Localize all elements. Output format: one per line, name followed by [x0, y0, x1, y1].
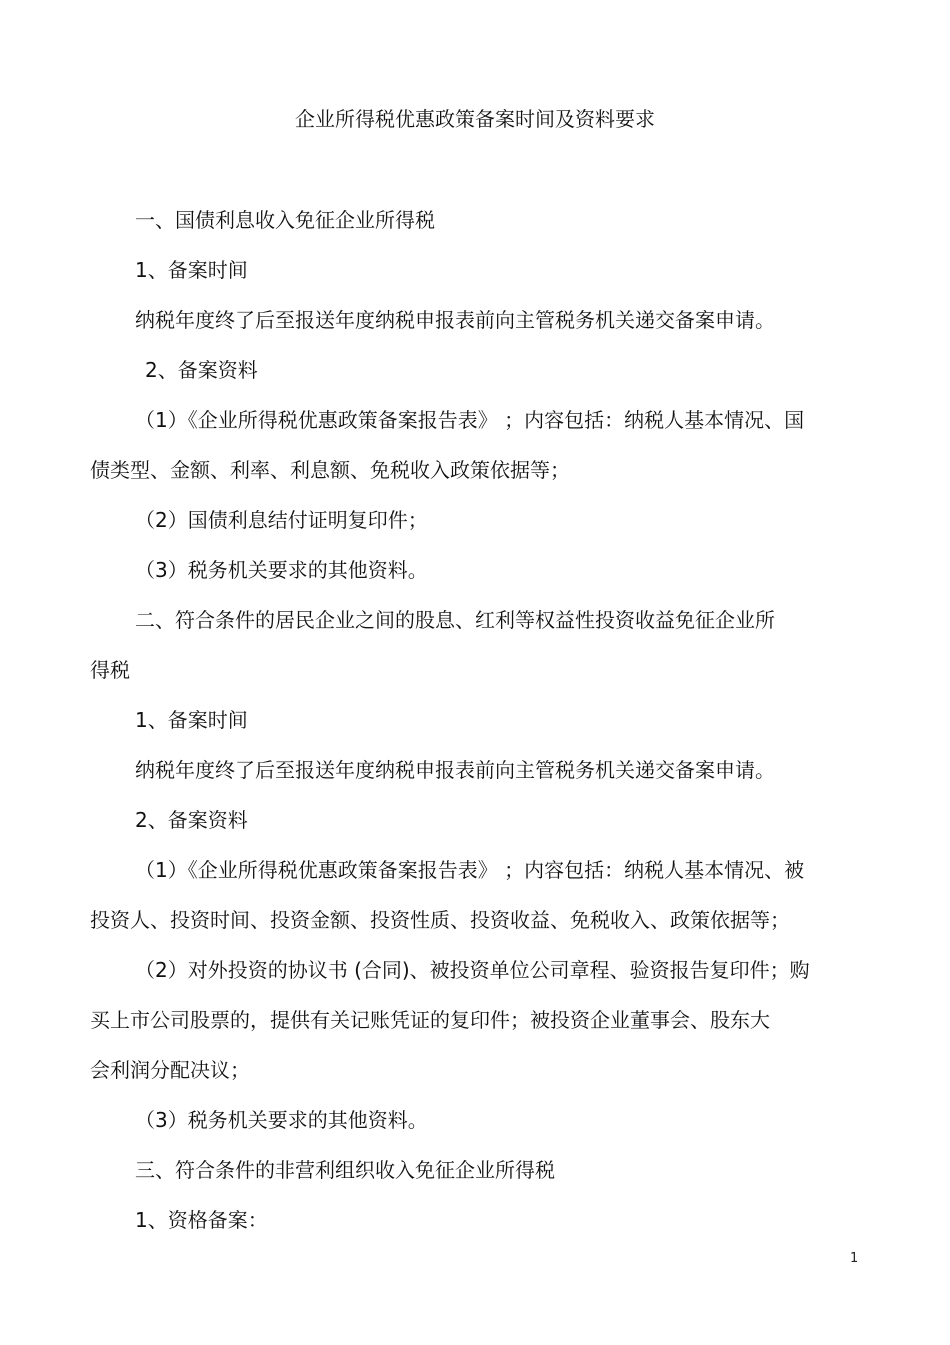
paragraph-line: （3）税务机关要求的其他资料。: [135, 558, 428, 582]
paragraph-line: 纳税年度终了后至报送年度纳税申报表前向主管税务机关递交备案申请。: [135, 308, 775, 332]
paragraph-line: （3）税务机关要求的其他资料。: [135, 1108, 428, 1132]
paragraph-line: （2）国债利息结付证明复印件；: [135, 508, 428, 532]
paragraph-line: （2）对外投资的协议书 (合同)、被投资单位公司章程、验资报告复印件；购: [135, 958, 810, 982]
section-heading-3: 三、符合条件的非营利组织收入免征企业所得税: [135, 1158, 555, 1182]
subheading-filing-time: 1、备案时间: [135, 258, 248, 282]
paragraph-line: （1）《企业所得税优惠政策备案报告表》 ；内容包括：纳税人基本情况、被: [135, 858, 805, 882]
section-heading-1: 一、国债利息收入免征企业所得税: [135, 208, 435, 232]
paragraph-line: 买上市公司股票的，提供有关记账凭证的复印件；被投资企业董事会、股东大: [90, 1008, 770, 1032]
paragraph-line: 会利润分配决议；: [90, 1058, 250, 1082]
document-title: 企业所得税优惠政策备案时间及资料要求: [295, 107, 655, 131]
paragraph-line: 纳税年度终了后至报送年度纳税申报表前向主管税务机关递交备案申请。: [135, 758, 775, 782]
paragraph-line: （1）《企业所得税优惠政策备案报告表》 ；内容包括：纳税人基本情况、国: [135, 408, 805, 432]
section-heading-2-continued: 得税: [90, 658, 130, 682]
subheading-qualification-filing: 1、资格备案：: [135, 1208, 268, 1232]
subheading-filing-materials: 2、备案资料: [135, 808, 248, 832]
section-heading-2: 二、符合条件的居民企业之间的股息、红利等权益性投资收益免征企业所: [135, 608, 775, 632]
subheading-filing-materials: 2、备案资料: [145, 358, 258, 382]
page-number: 1: [850, 1251, 859, 1266]
paragraph-line: 债类型、金额、利率、利息额、免税收入政策依据等；: [90, 458, 570, 482]
subheading-filing-time: 1、备案时间: [135, 708, 248, 732]
paragraph-line: 投资人、投资时间、投资金额、投资性质、投资收益、免税收入、政策依据等；: [90, 908, 790, 932]
